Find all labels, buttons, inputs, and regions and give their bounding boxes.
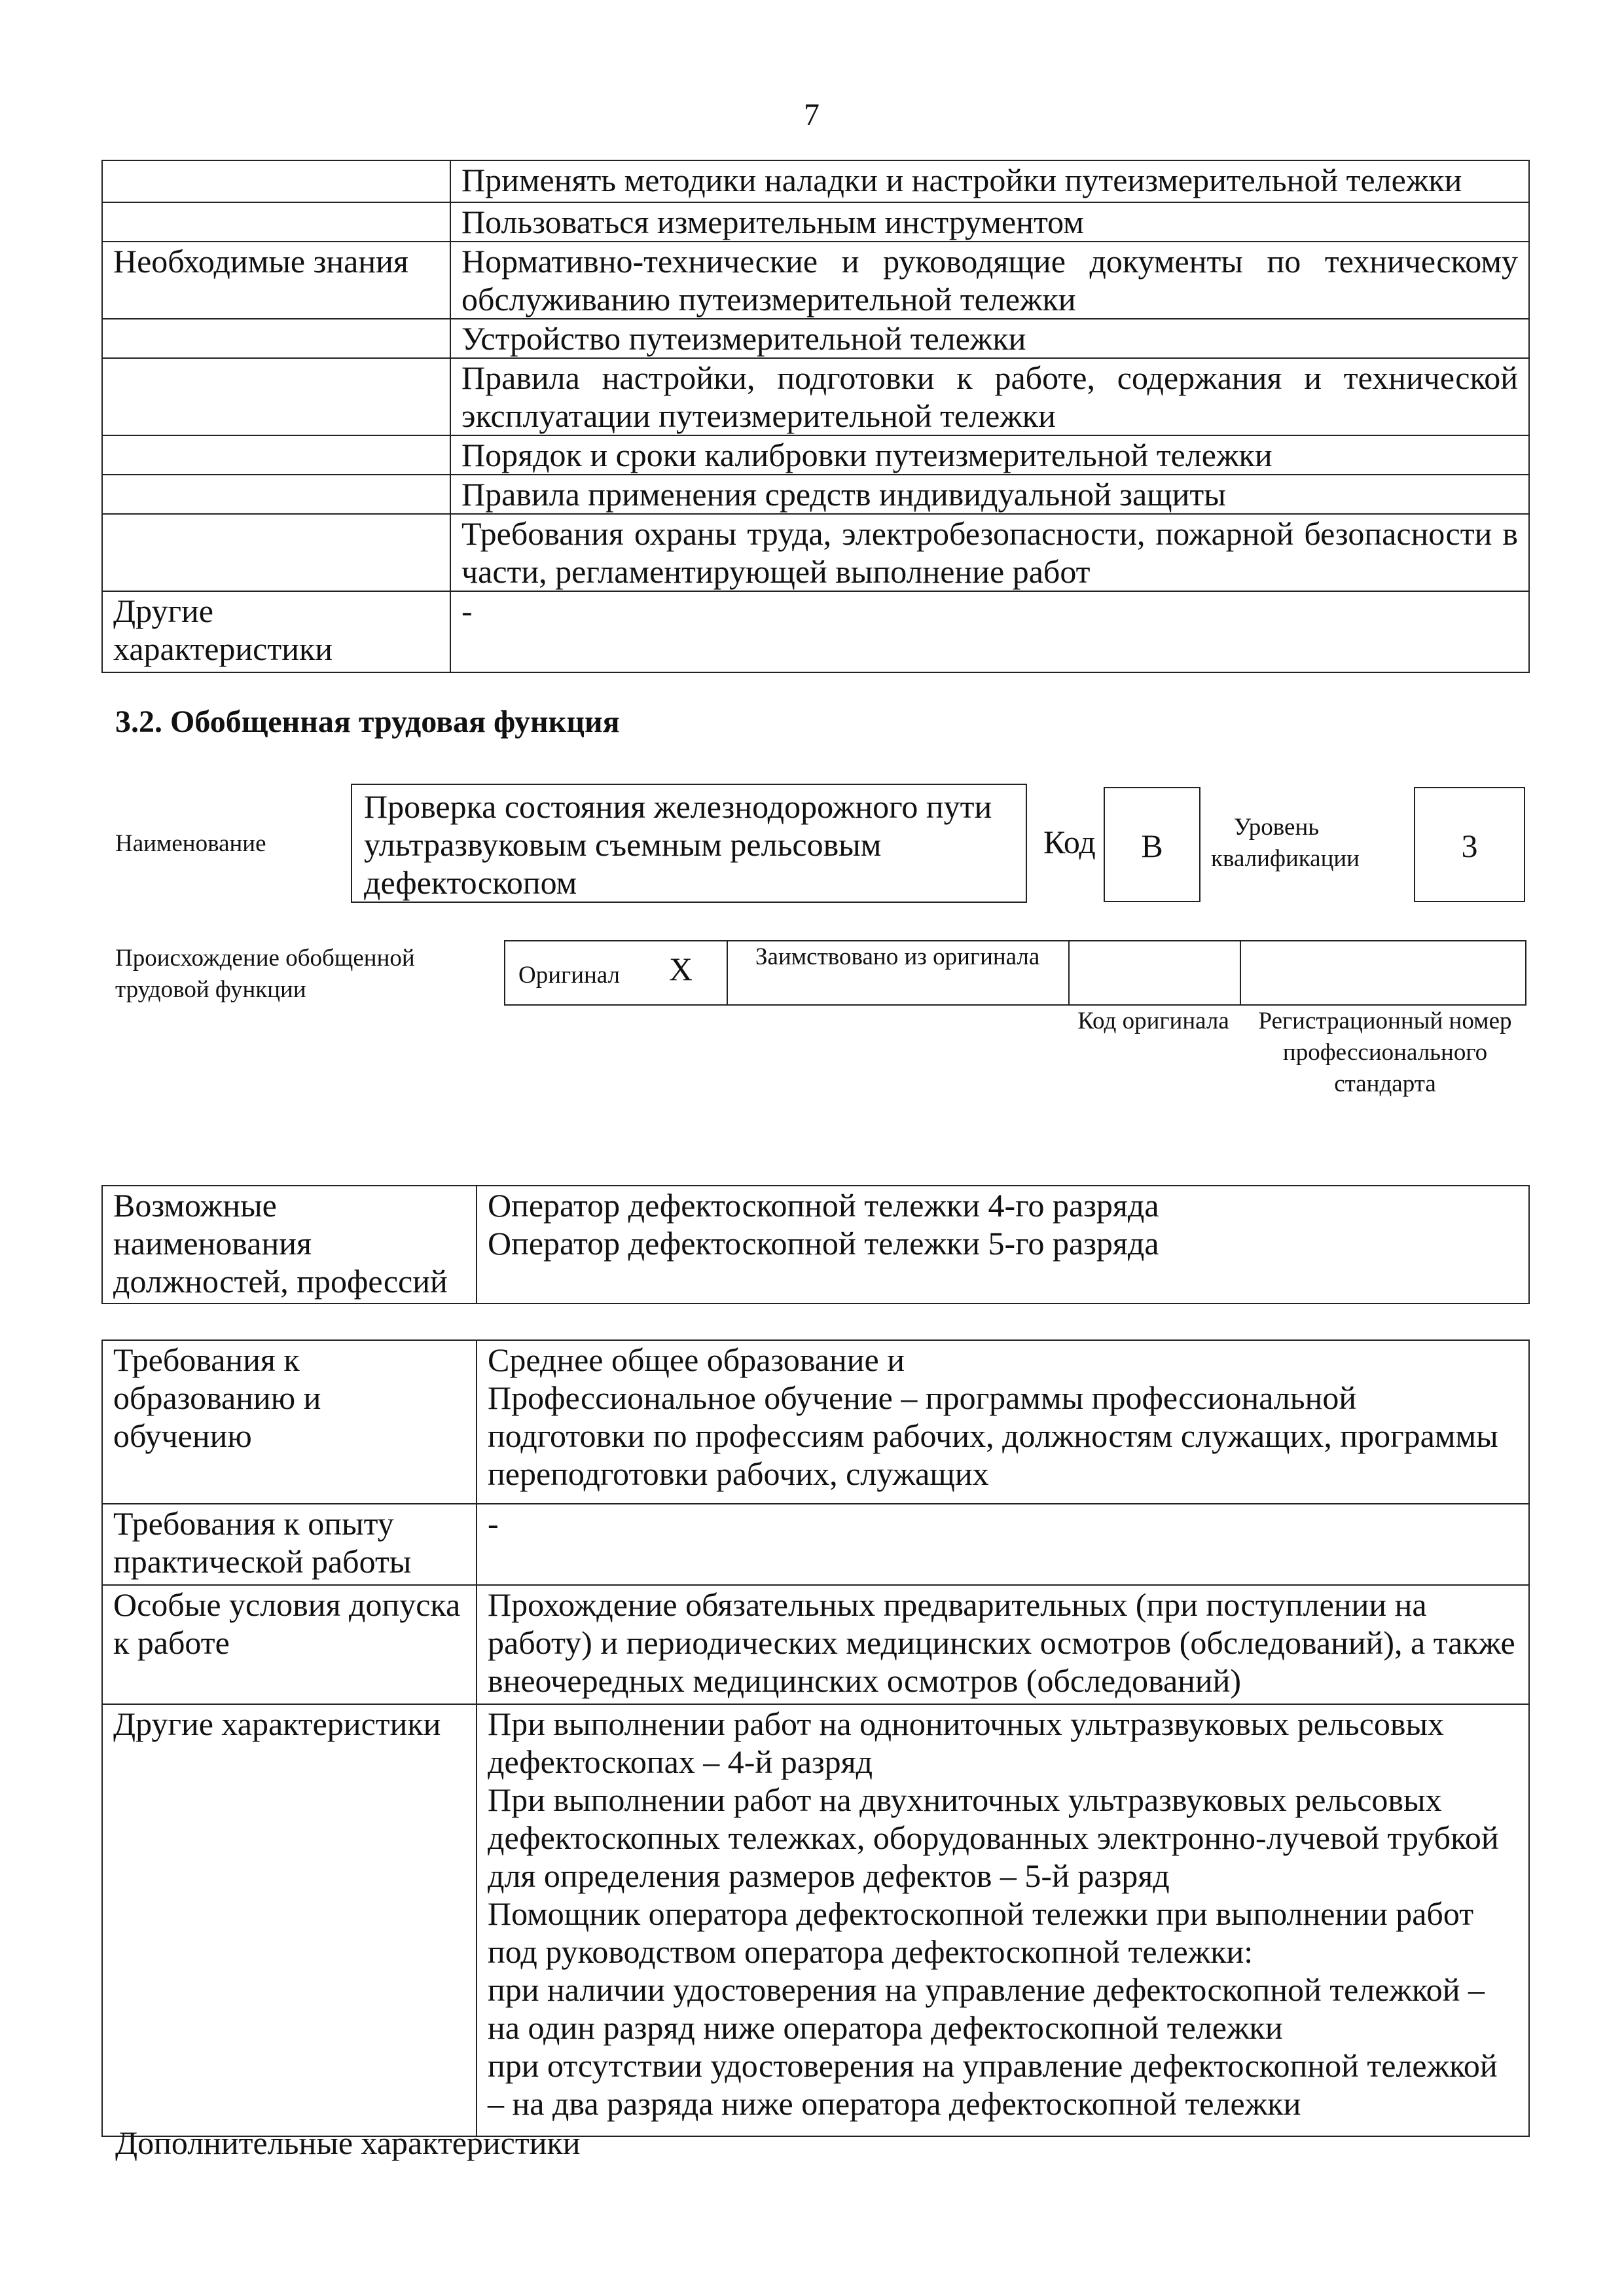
requirement-label: Другие характеристики — [102, 1704, 477, 2136]
origin-divider — [727, 940, 728, 1006]
row-label — [102, 358, 450, 435]
row-label — [102, 435, 450, 475]
row-label: Необходимые знания — [102, 242, 450, 319]
table-row — [102, 1704, 1529, 2136]
requirement-line: Среднее общее образование и — [488, 1341, 905, 1378]
row-label — [102, 202, 450, 242]
positions-cell — [477, 1186, 1529, 1303]
requirement-cell — [477, 1704, 1529, 2136]
code-label: Код — [1043, 824, 1096, 860]
requirement-line: при отсутствии удостоверения на управление дефектоскопной тележкой – на два разряда ниже оператора дефектоскопной тележки — [488, 2047, 1498, 2122]
code-value: B — [1104, 787, 1200, 902]
requirement-label: Требования к образованию и обучению — [102, 1340, 477, 1504]
row-value: Требования охраны труда, электробезопасности, пожарной безопасности в части, регламентирующей выполнение работ — [450, 514, 1529, 591]
requirement-line: Прохождение обязательных предварительных (при поступлении на работу) и периодических медицинских осмотров (обследований), а также внеочередных медицинских осмотров (обследований) — [488, 1586, 1515, 1699]
reg-caption: Регистрационный номер профессионального стандарта — [1258, 1008, 1512, 1097]
position-line: Оператор дефектоскопной тележки 4-го разряда — [488, 1187, 1159, 1224]
origin-label: Происхождение обобщенной трудовой функции — [115, 945, 415, 1003]
table-row — [102, 1340, 1529, 1504]
row-value: - — [450, 591, 1529, 672]
row-label: Другие характеристики — [102, 591, 450, 672]
requirement-cell — [477, 1585, 1529, 1704]
footer-heading: Дополнительные характеристики — [115, 2124, 581, 2161]
knowledge-table — [101, 160, 1530, 673]
row-value: Устройство путеизмерительной тележки — [450, 319, 1529, 358]
table-row — [102, 1504, 1529, 1585]
positions-table — [101, 1185, 1530, 1304]
table-row — [102, 475, 1529, 514]
table-row — [102, 1186, 1529, 1303]
table-row — [102, 202, 1529, 242]
table-row — [102, 514, 1529, 591]
table-row — [102, 435, 1529, 475]
name-label: Наименование — [115, 830, 266, 857]
function-name: Проверка состояния железнодорожного пути ультразвуковым съемным рельсовым дефектоскопом — [364, 788, 992, 901]
original-mark: X — [669, 951, 693, 987]
function-name-box — [351, 784, 1027, 903]
requirement-cell — [477, 1340, 1529, 1504]
row-value: Правила настройки, подготовки к работе, содержания и технической эксплуатации путеизмерительной тележки — [450, 358, 1529, 435]
requirements-table — [101, 1339, 1530, 2137]
row-value: Правила применения средств индивидуальной защиты — [450, 475, 1529, 514]
row-value: Применять методики наладки и настройки путеизмерительной тележки — [450, 160, 1529, 202]
original-label: Оригинал — [518, 962, 621, 989]
row-value: Нормативно-технические и руководящие документы по техническому обслуживанию путеизмерительной тележки — [450, 242, 1529, 319]
origin-divider — [1240, 940, 1241, 1006]
row-label — [102, 319, 450, 358]
requirement-line: при наличии удостоверения на управление дефектоскопной тележкой – на один разряд ниже оператора дефектоскопной тележки — [488, 1971, 1485, 2046]
level-value: 3 — [1414, 787, 1525, 902]
requirement-line: При выполнении работ на двухниточных ультразвуковых рельсовых дефектоскопных тележках, оборудованных электронно-лучевой трубкой для определения размеров дефектов – 5-й разряд — [488, 1781, 1499, 1894]
table-row — [102, 242, 1529, 319]
row-label — [102, 160, 450, 202]
requirement-cell — [477, 1504, 1529, 1585]
row-value: Порядок и сроки калибровки путеизмерительной тележки — [450, 435, 1529, 475]
row-label — [102, 475, 450, 514]
table-row — [102, 1585, 1529, 1704]
table-row — [102, 358, 1529, 435]
table-row — [102, 160, 1529, 202]
position-line: Оператор дефектоскопной тележки 5-го разряда — [488, 1225, 1159, 1262]
row-label — [102, 514, 450, 591]
requirement-line: Профессиональное обучение – программы профессиональной подготовки по профессиям рабочих, должностям служащих, программы переподготовки рабочих, служащих — [488, 1379, 1498, 1492]
table-row — [102, 319, 1529, 358]
code-caption: Код оригинала — [1077, 1008, 1229, 1034]
requirement-line: - — [488, 1505, 499, 1542]
page-number: 7 — [804, 98, 820, 132]
section-heading: 3.2. Обобщенная трудовая функция — [115, 704, 620, 739]
requirement-label: Требования к опыту практической работы — [102, 1504, 477, 1585]
level-label: Уровень квалификации — [1211, 814, 1360, 872]
row-value: Пользоваться измерительным инструментом — [450, 202, 1529, 242]
requirement-label: Особые условия допуска к работе — [102, 1585, 477, 1704]
requirement-line: При выполнении работ на однониточных ультразвуковых рельсовых дефектоскопах – 4-й разряд — [488, 1705, 1445, 1780]
borrowed-label: Заимствовано из оригинала — [755, 943, 1040, 970]
table-row — [102, 591, 1529, 672]
requirement-line: Помощник оператора дефектоскопной тележки при выполнении работ под руководством оператора дефектоскопной тележки: — [488, 1895, 1474, 1970]
origin-divider — [1068, 940, 1070, 1006]
positions-label: Возможные наименования должностей, профессий — [102, 1186, 477, 1303]
